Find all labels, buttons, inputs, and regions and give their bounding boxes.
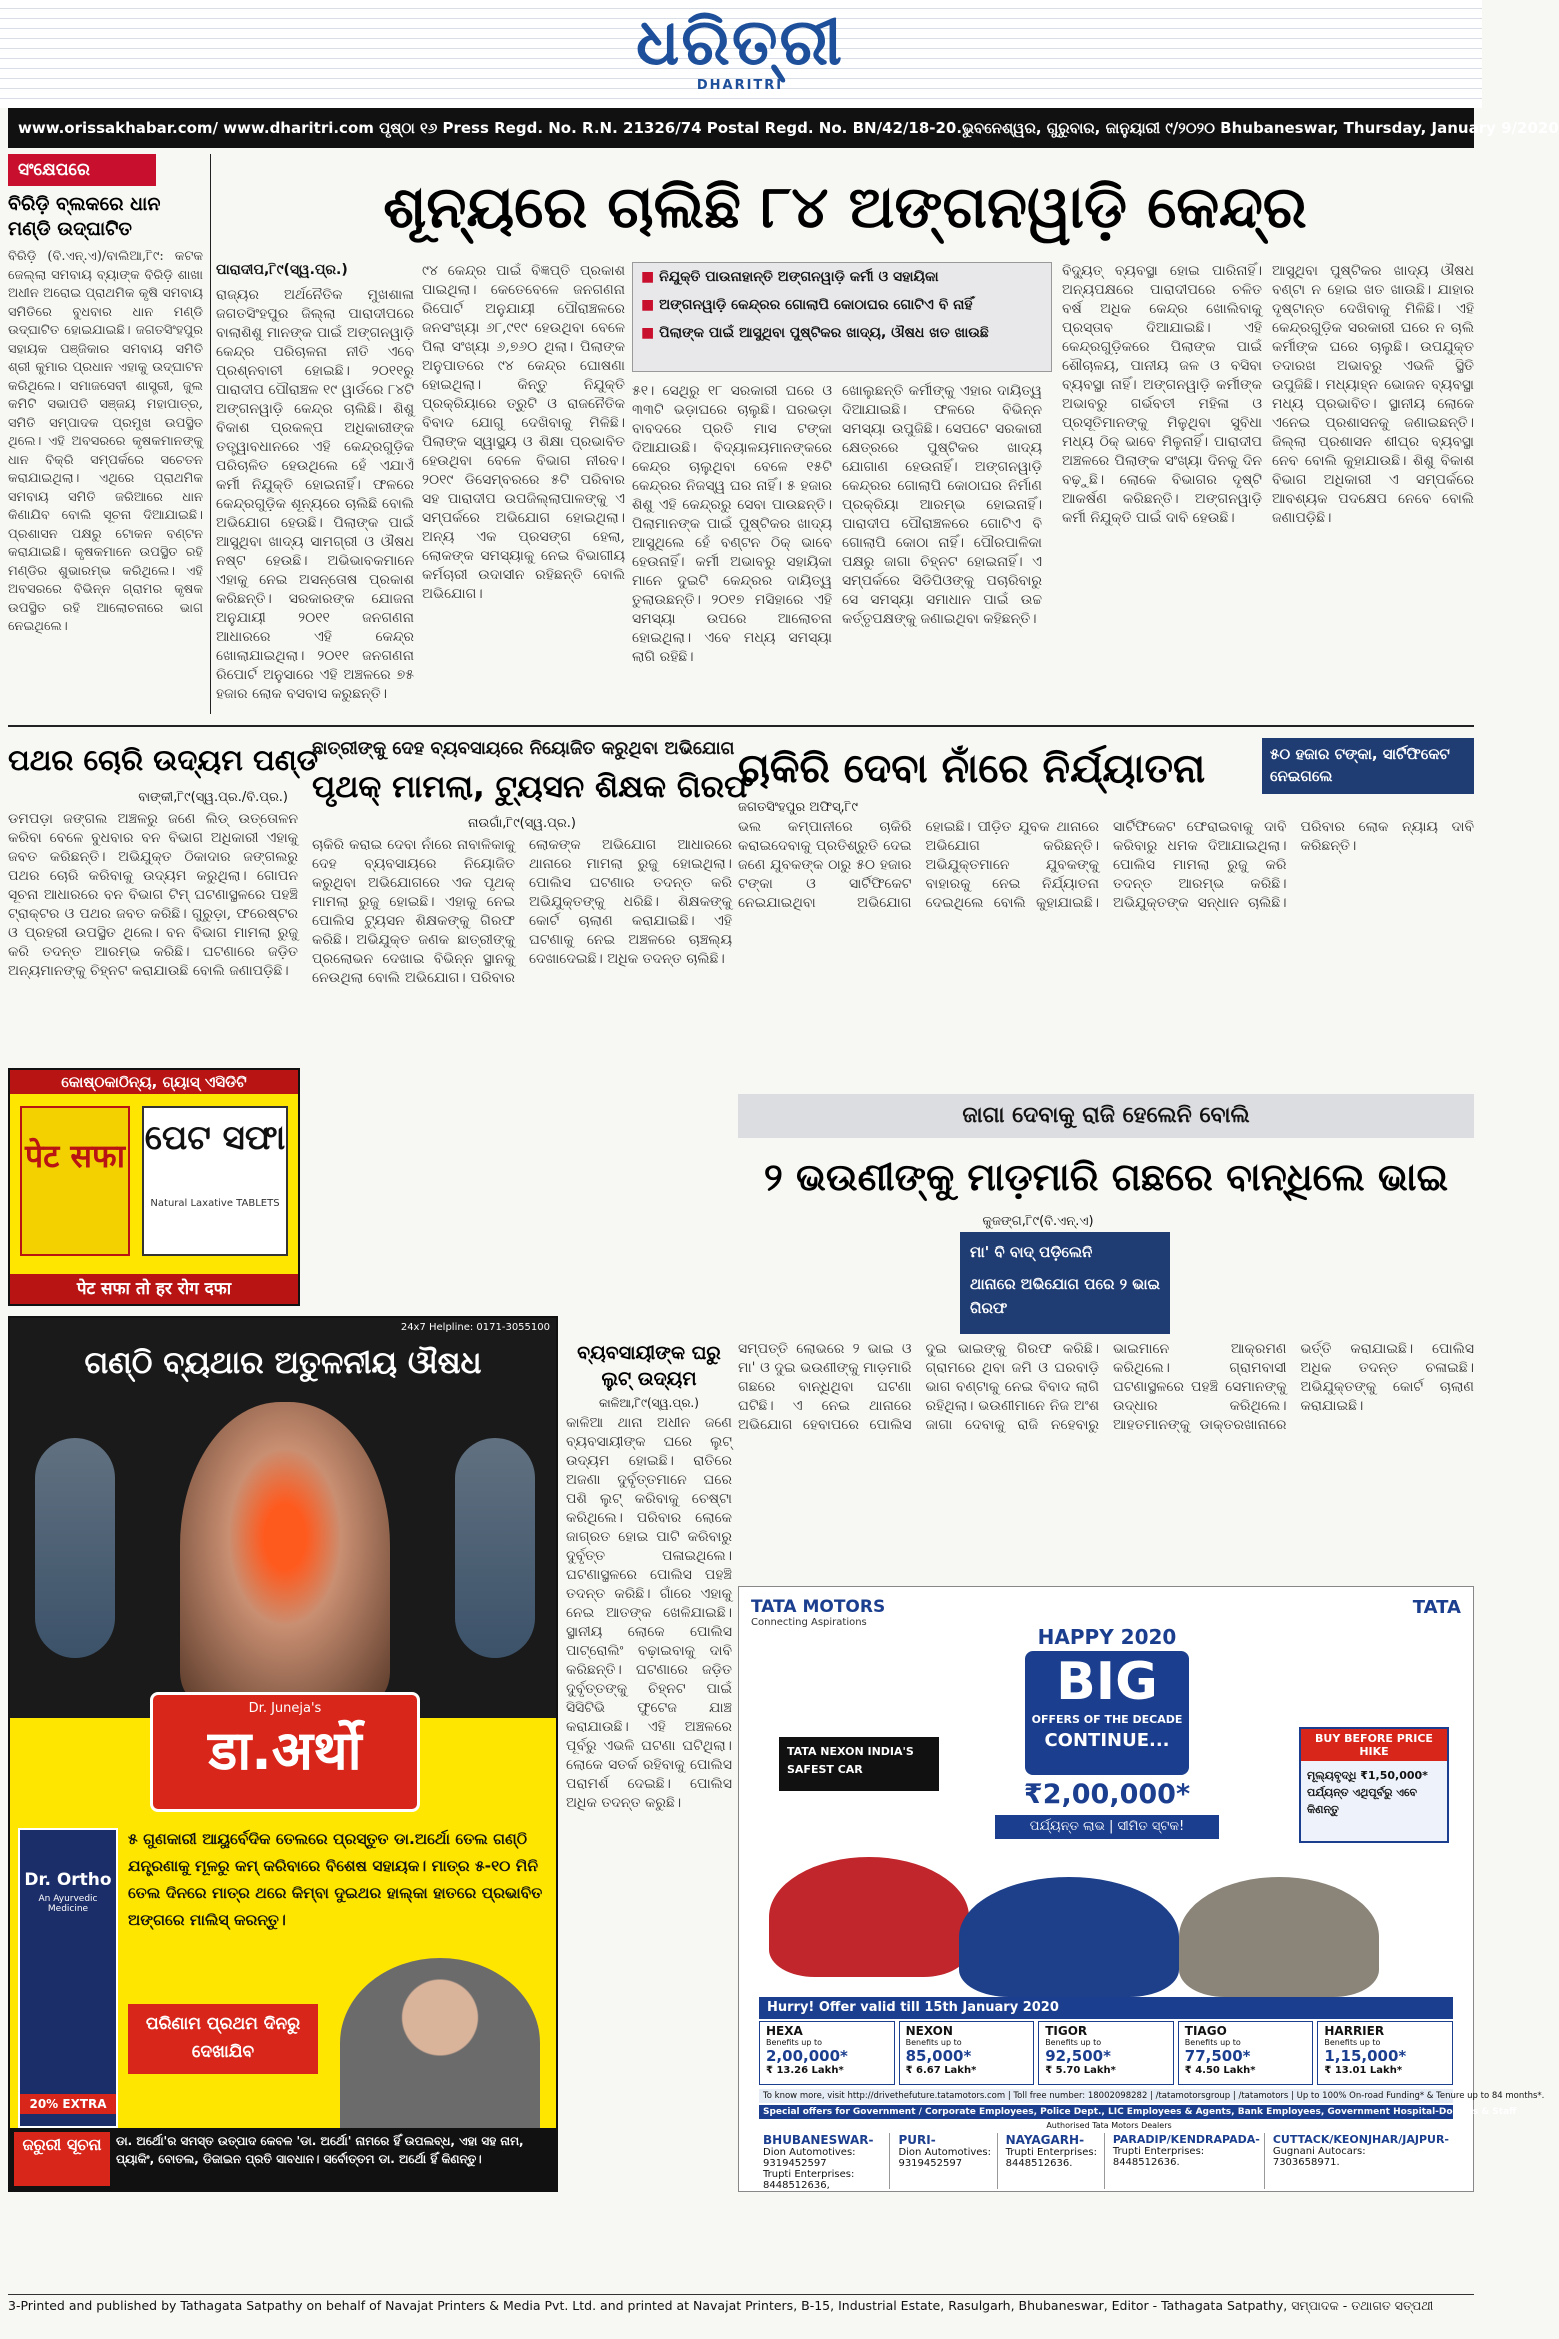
tata-amount-sub: ପର୍ଯ୍ୟନ୍ତ ଲାଭ | ସୀମିତ ସ୍ଟକ! [995, 1815, 1219, 1839]
car-nexon [769, 1857, 969, 1977]
price-hike-sub: ମୂଲ୍ୟବୃଦ୍ଧି ₹1,50,000* ପର୍ଯ୍ୟନ୍ତ ଏଥିପୂର୍ବରୁ ଏବେ କିଣନ୍ତୁ [1307, 1769, 1428, 1816]
tata-logo-right: TATA [1412, 1597, 1461, 1618]
tata-dealers [759, 2133, 1453, 2189]
page-footer: 3-Printed and published by Tathagata Satpathy on behalf of Navajat Printers & Media Pvt. Ltd. and printed at Navajat Printers, B-15, Industrial Estate, Rasulgarh, Bhubaneswar, Editor - Tathagata Satpathy, ସମ୍ପାଦକ - ତଥାଗତ ସତ୍ପଥୀ [8, 2294, 1474, 2316]
car-tigor [959, 1877, 1179, 1997]
logo-latin: DHARITRI [696, 78, 784, 93]
model-price: ₹ 5.70 Lakh* [1045, 2065, 1116, 2076]
stone-headline: ପଥର ଚୋରି ଉଦ୍ୟମ ପଣ୍ଡ [8, 743, 319, 777]
nexon-badge: TATA NEXON INDIA'S SAFEST CAR [779, 1737, 939, 1791]
job-headline: ଚାକିରି ଦେବା ନାଁରେ ନିର୍ଯ୍ୟାତନା [738, 746, 1206, 792]
sisters-dateline: କୁଜଙ୍ଗ,୮ି୯(ବି.ଏନ୍.ଏ) [982, 1214, 1094, 1229]
ortho-brand-by: Dr. Juneja's [248, 1701, 322, 1716]
lead-col-6: ଆସୁଥିବା ପୁଷ୍ଟିକର ଖାଦ୍ୟ ଔଷଧ ବଣ୍ଟା ନ ହୋଇ ଖତ ଖାଉଛି। ଯାହାର ଦୃଷ୍ଟାନ୍ତ ଦେଖିବାକୁ ମିଳିଛି। ଏହି କେନ୍ଦ୍ରଗୁଡ଼ିକ ସରକାରୀ ଘରେ ନ ଚାଲି କର୍ମୀଙ୍କ ଘରେ ଚାଲୁଛି। ଉପଯୁକ୍ତ ତଦାରଖ ଅଭାବରୁ ଏଭଳି ସ୍ଥିତି ଉପୁଜିଛି। ମଧ୍ୟାହ୍ନ ଭୋଜନ ବ୍ୟବସ୍ଥା ମଧ୍ୟ ପ୍ରଭାବିତ। ସ୍ଥାନୀୟ ଲୋକେ ଏନେଇ ପ୍ରଶାସନକୁ ଜଣାଇଛନ୍ତି। ଜିଲ୍ଲା ପ୍ରଶାସନ ଶୀଘ୍ର ବ୍ୟବସ୍ଥା ନେବ ବୋଲି କୁହାଯାଉଛି। ଶିଶୁ ବିକାଶ ବିଭାଗ ଅଧିକାରୀ ଏ ସମ୍ପର୍କରେ ଆବଶ୍ୟକ ପଦକ୍ଷେପ ନେବେ ବୋଲି ଜଣାପଡ଼ିଛି। [1272, 263, 1474, 526]
dealer-entry [1269, 2133, 1453, 2189]
ortho-notice-bar [10, 2128, 556, 2190]
dealer-entry [759, 2133, 890, 2189]
ortho-brand-box [150, 1692, 420, 1812]
dealer-city: PURI- [898, 2133, 936, 2147]
bullet-item: ■ ନିଯୁକ୍ତି ପାଉନାହାନ୍ତି ଅଙ୍ଗନୱାଡ଼ି କର୍ମୀ ଓ ସହାୟିକା [633, 263, 1051, 291]
dealer-city: BHUBANESWAR- [763, 2133, 874, 2147]
dealer-city: CUTTACK/KEONJHAR/JAJPUR- [1272, 2133, 1449, 2146]
petsafa-pack [20, 1106, 130, 1256]
petsafa-ad[interactable] [8, 1068, 300, 1306]
ortho-ad[interactable] [8, 1316, 558, 2192]
model-benefit: 85,000* [905, 2047, 972, 2065]
price-hike-title: BUY BEFORE PRICE HIKE [1301, 1729, 1447, 1761]
endorser-photo [340, 1958, 540, 2128]
model-price: ₹ 4.50 Lakh* [1184, 2065, 1256, 2076]
lead-col-3: ୫୧। ସେଥିରୁ ୧୮ ସରକାରୀ ଘରେ ଓ ୩୩ଟି ଭଡ଼ାଘରେ ଚାଲୁଛି। ଘରଭଡ଼ା ବାବଦରେ ପ୍ରତି ମାସ ଟଙ୍କା ଦିଆଯାଉଛି। ବିଦ୍ୟାଳୟମାନଙ୍କରେ କେନ୍ଦ୍ର ଚାଲୁଥିବା ବେଳେ ୧୫ଟି କେନ୍ଦ୍ରର ନିଜସ୍ୱ ଘର ନାହିଁ। ୫ ହଜାର ଶିଶୁ ଏହି କେନ୍ଦ୍ରରୁ ସେବା ପାଉଛନ୍ତି। ପିଲାମାନଙ୍କ ପାଇଁ ପୁଷ୍ଟିକର ଖାଦ୍ୟ ଆସୁଥିଲେ ହେଁ ବଣ୍ଟନ ଠିକ୍ ଭାବେ ହେଉନାହିଁ। କର୍ମୀ ଅଭାବରୁ ସହାୟିକା ମାନେ ଦୁଇଟି କେନ୍ଦ୍ରର ଦାୟିତ୍ୱ ତୁଲାଉଛନ୍ତି। ୨୦୧୭ ମସିହାରେ ଏହି ସମସ୍ୟା ଉପରେ ଆଲୋଚନା ହୋଇଥିଲା। ଏବେ ମଧ୍ୟ ସମସ୍ୟା ଲାଗି ରହିଛି। [632, 383, 832, 665]
price-hike-box [1299, 1727, 1449, 1843]
logo-text: ଧରିତ୍ରୀ [636, 5, 844, 80]
lead-col-1: ରାଜ୍ୟର ଅର୍ଥନୈତିକ ମୁଖଶାଳା ଜଗତସିଂହପୁର ଜିଲ୍ଲା ପାରାଦୀପରେ ବାଲାଶିଶୁ ମାନଙ୍କ ପାଇଁ ଅଙ୍ଗନୱାଡ଼ି କେନ୍ଦ୍ର ପରିଚାଳନା ନୀତି ଏବେ ପ୍ରଶ୍ନବାଚୀ ହୋଇଛି। ୨୦୧୧ରୁ ପାରାଦୀପ ପୌରାଞ୍ଚଳ ୧୯ ୱାର୍ଡରେ ୮୪ଟି ଅଙ୍ଗନୱାଡ଼ି କେନ୍ଦ୍ର ଚାଲିଛି। ଶିଶୁ ବିକାଶ ପ୍ରକଳ୍ପ ଅଧିକାରୀଙ୍କ ତତ୍ତ୍ୱାବଧାନରେ ଏହି କେନ୍ଦ୍ରଗୁଡ଼ିକ ପରିଚାଳିତ ହେଉଥିଲେ ହେଁ ଏଯାଏଁ କର୍ମୀ ନିଯୁକ୍ତି ହୋଇନାହିଁ। ଫଳରେ କେନ୍ଦ୍ରଗୁଡ଼ିକ ଶୂନ୍ୟରେ ଚାଲିଛି ବୋଲି ଅଭିଯୋଗ ହେଉଛି। ପିଲାଙ୍କ ପାଇଁ ଆସୁଥିବା ଖାଦ୍ୟ ସାମଗ୍ରୀ ଓ ଔଷଧ ନଷ୍ଟ ହେଉଛି। ଅଭିଭାବକମାନେ ଏହାକୁ ନେଇ ଅସନ୍ତୋଷ ପ୍ରକାଶ କରିଛନ୍ତି। ସରକାରଙ୍କ ଯୋଜନା ଅନୁଯାୟୀ ୨୦୧୧ ଜନଗଣନା ଆଧାରରେ ଏହି କେନ୍ଦ୍ର ଖୋଲାଯାଇଥିଲା। ୨୦୧୧ ଜନଗଣନା ରିପୋର୍ଟ ଅନୁସାରେ ଏହି ଅଞ୍ଚଳରେ ୭୫ ହଜାର ଲୋକ ବସବାସ କରୁଛନ୍ତି। [216, 287, 414, 702]
model-card[interactable] [1178, 2021, 1314, 2085]
masthead-logo[interactable] [590, 5, 890, 93]
model-benefit: 1,15,000* [1324, 2047, 1407, 2065]
ortho-body: ୫ ଗୁଣକାରୀ ଆୟୁର୍ବେଦିକ ତେଲରେ ପ୍ରସ୍ତୁତ ଡା.ଅର୍ଥୋ ତେଲ ଗଣ୍ଠି ଯନ୍ତ୍ରଣାକୁ ମୂଳରୁ କମ୍ କରିବାରେ ବିଶେଷ ସହାୟକ। ମାତ୍ର ୫-୧୦ ମିନି ତେଲ ଦିନରେ ମାତ୍ର ଥରେ କିମ୍ବା ଦୁଇଥର ହାଲ୍‌କା ହାତରେ ପ୍ରଭାବିତ ଅଙ୍ଗରେ ମାଲିସ୍ କରନ୍ତୁ। [128, 1830, 543, 1929]
model-price: ₹ 13.01 Lakh* [1324, 2065, 1403, 2076]
petsafa-box [142, 1106, 288, 1256]
model-benefit: 2,00,000* [766, 2047, 848, 2065]
ortho-result: ପରିଣାମ ପ୍ରଥମ ଦିନରୁ ଦେଖାଯିବ [128, 2004, 318, 2074]
ortho-bottle [18, 1828, 118, 2128]
back-pain-figure [180, 1402, 390, 1702]
lead-col-5: ବିଦ୍ୟୁତ୍ ବ୍ୟବସ୍ଥା ହୋଇ ପାରିନାହିଁ। ଅନ୍ୟପକ୍ଷରେ ପାରାଦୀପରେ ଚଳିତ ବର୍ଷ ଅଧିକ କେନ୍ଦ୍ର ଖୋଲିବାକୁ ପ୍ରସ୍ତାବ ଦିଆଯାଇଛି। ଏହି କେନ୍ଦ୍ରଗୁଡ଼ିକରେ ପିଲାଙ୍କ ପାଇଁ ଶୌଚାଳୟ, ପାନୀୟ ଜଳ ଓ ବସିବା ବ୍ୟବସ୍ଥା ନାହିଁ। ଅଙ୍ଗନୱାଡ଼ି କର୍ମୀଙ୍କ ଅଭାବରୁ ଗର୍ଭବତୀ ମହିଳା ଓ ପ୍ରସୂତିମାନଙ୍କୁ ମିଳୁଥିବା ସୁବିଧା ମଧ୍ୟ ଠିକ୍ ଭାବେ ମିଳୁନାହିଁ। ପାରାଦୀପ ଅଞ୍ଚଳରେ ପିଲାଙ୍କ ସଂଖ୍ୟା ଦିନକୁ ଦିନ ବଢ଼ୁଛି। ଲୋକେ ବିଭାଗର ଦୃଷ୍ଟି ଆକର୍ଷଣ କରିଛନ୍ତି। ଅଙ୍ଗନୱାଡ଼ି କର୍ମୀ ନିଯୁକ୍ତି ପାଇଁ ଦାବି ହେଉଛି। [1062, 263, 1262, 526]
tata-contact: To know more, visit http://drivethefuture.tatamotors.com | Toll free number: 18002098282 | /tatamotorsgroup | /tatamotors | Up to 100% On-road Funding* & Tenure up to 84 months*. [759, 2089, 1453, 2103]
ortho-title: ଗଣ୍ଠି ବ୍ୟଥାର ଅତୁଳନୀୟ ଔଷଧ [84, 1345, 482, 1381]
car-tiago [1179, 1877, 1379, 1997]
lead-col-2: ୯୪ କେନ୍ଦ୍ର ପାଇଁ ବିଜ୍ଞପ୍ତି ପ୍ରକାଶ ପାଇଥିଲା। କେତେବେଳେ ଜନଗଣନା ରିପୋର୍ଟ ଅନୁଯାୟୀ ପୌରାଞ୍ଚଳରେ ଜନସଂଖ୍ୟା ୬୮,୯୧୯ ହେଉଥିବା ବେଳେ ପିଲା ସଂଖ୍ୟା ୬,୭୬୦ ଥିଲା। ପିଲାଙ୍କ ଅନୁପାତରେ ୯୪ କେନ୍ଦ୍ର ଘୋଷଣା ହୋଇଥିଲା। କିନ୍ତୁ ନିଯୁକ୍ତି ପ୍ରକ୍ରିୟାରେ ତ୍ରୁଟି ଓ ରାଜନୈତିକ ବିବାଦ ଯୋଗୁ ଦେଖିବାକୁ ମିଳିଛି। ପିଲାଙ୍କ ସ୍ୱାସ୍ଥ୍ୟ ଓ ଶିକ୍ଷା ପ୍ରଭାବିତ ହେଉଥିବା ବେଳେ ବିଭାଗ ନୀରବ। ୨୦୧୯ ଡିସେମ୍ବରରେ ୫ଟି ପରିବାର ସହ ପାରାଦୀପ ଉପଜିଲ୍ଲାପାଳଙ୍କୁ ଏ ସମ୍ପର୍କରେ ଅଭିଯୋଗ ହୋଇଥିଲା। ଅନ୍ୟ ଏକ ପ୍ରସଙ୍ଗ ହେଲା, ଲୋକଙ୍କ ସମସ୍ୟାକୁ ନେଇ ବିଭାଗୀୟ କର୍ମଚାରୀ ଉଦାସୀନ ରହିଛନ୍ତି ବୋଲି ଅଭିଯୋଗ। [422, 263, 625, 602]
tata-special: Special offers for Government / Corporate Employees, Police Dept., LIC Employees & Agents, Bank Employees, Government Hospital-Doctors & Staff [759, 2105, 1453, 2119]
dealer-line: Gugnani Autocars: [1272, 2146, 1366, 2157]
joint-illustration [35, 1438, 115, 1658]
lead-headline: ଶୂନ୍ୟରେ ଚାଲିଛି ୮୪ ଅଙ୍ଗନୱାଡ଼ି କେନ୍ଦ୍ର [383, 173, 1307, 241]
model-price: ₹ 13.26 Lakh* [766, 2065, 844, 2076]
tata-continue: CONTINUE... [1044, 1730, 1170, 1751]
dealer-line: 8448512636. [1005, 2158, 1073, 2169]
sisters-headline: ୨ ଭଉଣୀଙ୍କୁ ମାଡ଼ମାରି ଗଛରେ ବାନ୍ଧିଲେ ଭାଇ [763, 1155, 1449, 1199]
job-dateline: ଜଗତସିଂହପୁର ଅଫିସ୍,୮ି୯ [738, 800, 858, 815]
dateline-bar [8, 108, 1559, 148]
dealer-entry [1002, 2133, 1105, 2189]
tata-hurry: Hurry! Offer valid till 15th January 2020 [759, 1997, 1453, 2019]
petsafa-pack-name: पेट सफा [24, 1137, 126, 1175]
petsafa-banner: କୋଷ୍ଠକାଠିନ୍ୟ, ଗ୍ୟାସ୍ ଏସିଡିଟି [10, 1070, 298, 1094]
dealer-entry [894, 2133, 997, 2189]
dealer-line: Trupti Enterprises: 8448512636, [763, 2169, 855, 2191]
petsafa-sub: Natural Laxative TABLETS [150, 1198, 280, 1209]
model-name: HEXA [766, 2024, 803, 2038]
date-info: ଭୁବନେଶ୍ୱର, ଗୁରୁବାର, ଜାନୁୟାରୀ ୯/୨୦୨୦ Bhubaneswar, Thursday, January 9/2020 [962, 119, 1559, 137]
sisters-bullet: ଥାନାରେ ଅଭିଯୋଗ ପରେ ୨ ଭାଇ ଗିରଫ [970, 1275, 1160, 1317]
model-benefit-label: Benefits up to [766, 2038, 823, 2047]
dealer-line: 9319452597 [898, 2158, 963, 2169]
robbery-body: କାଳିଆ ଥାନା ଅଧୀନ ଜଣେ ବ୍ୟବସାୟୀଙ୍କ ଘରେ ଲୁଟ୍ ଉଦ୍ୟମ ହୋଇଛି। ରାତିରେ ଅଜଣା ଦୁର୍ବୃତ୍ତମାନେ ଘରେ ପଶି ଲୁଟ୍ କରିବାକୁ ଚେଷ୍ଟା କରିଥିଲେ। ପରିବାର ଲୋକେ ଜାଗ୍ରତ ହୋଇ ପାଟି କରିବାରୁ ଦୁର୍ବୃତ୍ତ ପଳାଇଥିଲେ। ଘଟଣାସ୍ଥଳରେ ପୋଲିସ ପହଞ୍ଚି ତଦନ୍ତ କରିଛି। ଗାଁରେ ଏହାକୁ ନେଇ ଆତଙ୍କ ଖେଳିଯାଇଛି। ସ୍ଥାନୀୟ ଲୋକେ ପୋଲିସ ପାଟ୍ରୋଲିଂ ବଢ଼ାଇବାକୁ ଦାବି କରିଛନ୍ତି। ଘଟଣାରେ ଜଡ଼ିତ ଦୁର୍ବୃତ୍ତଙ୍କୁ ଚିହ୍ନଟ ପାଇଁ ସିସିଟିଭି ଫୁଟେଜ ଯାଞ୍ଚ କରାଯାଉଛି। ଏହି ଅଞ୍ଚଳରେ ପୂର୍ବରୁ ଏଭଳି ଘଟଣା ଘଟିଥିଲା। ଲୋକେ ସତର୍କ ରହିବାକୁ ପୋଲିସ ପରାମର୍ଶ ଦେଇଛି। ପୋଲିସ ଅଧିକ ତଦନ୍ତ କରୁଛି। [566, 1415, 732, 1811]
tata-offers: OFFERS OF THE DECADE [1031, 1713, 1183, 1726]
petsafa-product: ପେଟ ସଫା [144, 1118, 286, 1158]
publication-info: www.orissakhabar.com/ www.dharitri.com ପୃଷ୍ଠା ୧୬ Press Regd. No. R.N. 21326/74 Postal Regd. No. BN/42/18-20. [18, 119, 963, 137]
sisters-body: ସମ୍ପତ୍ତି ଲୋଭରେ ୨ ଭାଇ ଓ ମା' ଓ ଦୁଇ ଭଉଣୀଙ୍କୁ ମାଡ଼ମାରି ଗଛରେ ବାନ୍ଧିଥିବା ଘଟଣା ଘଟିଛି। ଏ ନେଇ ଥାନାରେ ଅଭିଯୋଗ ହେବାପରେ ପୋଲିସ ଦୁଇ ଭାଇଙ୍କୁ ଗିରଫ କରିଛି। ଗ୍ରାମରେ ଥିବା ଜମି ଓ ଘରବାଡ଼ି ଭାଗ ବଣ୍ଟାକୁ ନେଇ ବିବାଦ ଲାଗି ରହିଥିଲା। ଭଉଣୀମାନେ ନିଜ ଅଂଶ ଜାଗା ଦେବାକୁ ରାଜି ନହେବାରୁ ଭାଇମାନେ ଆକ୍ରମଣ କରିଥିଲେ। ଗ୍ରାମବାସୀ ଘଟଣାସ୍ଥଳରେ ପହଞ୍ଚି ସେମାନଙ୍କୁ ଉଦ୍ଧାର କରିଥିଲେ। ଆହତମାନଙ୍କୁ ଡାକ୍ତରଖାନାରେ ଭର୍ତ୍ତି କରାଯାଇଛି। ପୋଲିସ ଅଧିକ ତଦନ୍ତ ଚଳାଇଛି। ଅଭିଯୁକ୍ତଙ୍କୁ କୋର୍ଟ ଚାଲାଣ କରାଯାଇଛି। [738, 1341, 1474, 1433]
tuition-kicker: ଛାତ୍ରୀଙ୍କୁ ଦେହ ବ୍ୟବସାୟରେ ନିୟୋଜିତ କରୁଥିବା ଅଭିଯୋଗ [312, 738, 735, 759]
brief-title: ବିରିଡ଼ି ବ୍ଲକରେ ଧାନ ମଣ୍ଡି ଉଦ୍‌ଘାଟିତ [8, 193, 161, 240]
dealer-line: Dion Automotives: [898, 2147, 991, 2158]
tata-offer-box [1025, 1651, 1189, 1775]
model-card[interactable] [1038, 2021, 1174, 2085]
sisters-bullet: ମା' ବି ବାଦ୍ ପଡ଼ିଲେନି [970, 1243, 1093, 1261]
tata-happy: HAPPY 2020 [1037, 1625, 1177, 1649]
job-body: ଭଲ କମ୍ପାନୀରେ ଚାକିରି କରାଇଦେବାକୁ ପ୍ରତିଶ୍ରୁତି ଦେଇ ଜଣେ ଯୁବକଙ୍କ ଠାରୁ ୫୦ ହଜାର ଟଙ୍କା ଓ ସାର୍ଟିଫିକେଟ ନେଇଯାଇଥିବା ଅଭିଯୋଗ ହୋଇଛି। ପୀଡ଼ିତ ଯୁବକ ଥାନାରେ ଅଭିଯୋଗ କରିଛନ୍ତି। ଅଭିଯୁକ୍ତମାନେ ଯୁବକଙ୍କୁ ବାହାରକୁ ନେଇ ନିର୍ଯ୍ୟାତନା ଦେଇଥିଲେ ବୋଲି କୁହାଯାଇଛି। ସାର୍ଟିଫିକେଟ ଫେରାଇବାକୁ ଦାବି କରିବାରୁ ଧମକ ଦିଆଯାଇଥିଲା। ପୋଲିସ ମାମଲା ରୁଜୁ କରି ତଦନ୍ତ ଆରମ୍ଭ କରିଛି। ଅଭିଯୁକ୍ତଙ୍କ ସନ୍ଧାନ ଚାଲିଛି। ପରିବାର ଲୋକ ନ୍ୟାୟ ଦାବି କରିଛନ୍ତି। [738, 819, 1474, 911]
bullet-item: ■ ଅଙ୍ଗନୱାଡ଼ି କେନ୍ଦ୍ରର ଗୋଲାପି କୋଠାଘର ଗୋଟିଏ ବି ନାହିଁ [633, 291, 1051, 319]
job-tag: ୫୦ ହଜାର ଟଙ୍କା, ସାର୍ଟିଫିକେଟ ନେଇଗଲେ [1262, 738, 1474, 794]
model-benefit-label: Benefits up to [905, 2038, 962, 2047]
dealer-line: 7303658971. [1272, 2157, 1340, 2168]
dealer-line: 8448512636. [1112, 2157, 1180, 2168]
robbery-dateline: କାଳିଆ,୮ି୯(ସ୍ୱ.ପ୍ର.) [599, 1396, 699, 1410]
ortho-extra: 20% EXTRA [20, 2094, 116, 2114]
tata-tagline: Connecting Aspirations [751, 1617, 867, 1628]
model-benefit-label: Benefits up to [1184, 2038, 1241, 2047]
model-name: TIGOR [1045, 2024, 1088, 2038]
dealer-city: NAYAGARH- [1005, 2133, 1085, 2147]
bullet-item: ■ ପିଲାଙ୍କ ପାଇଁ ଆସୁଥିବା ପୁଷ୍ଟିକର ଖାଦ୍ୟ, ଔଷଧ ଖତ ଖାଉଛି [633, 319, 1051, 347]
column-divider [210, 154, 211, 714]
stone-body: ଡମପଡ଼ା ଜଙ୍ଗଲ ଅଞ୍ଚଳରୁ ଜଣେ ଲିଡ୍ ଉତ୍ତୋଳନ କରିବା ବେଳେ ବୁଧବାର ବନ ବିଭାଗ ଅଧିକାରୀ ଏହାକୁ ଜବତ କରିଛନ୍ତି। ଅଭିଯୁକ୍ତ ଠିକାଦାର ଜଙ୍ଗଲରୁ ପଥର ଚୋରି କରିବାକୁ ଉଦ୍ୟମ କରୁଥିଲା। ଗୋପନ ସୂଚନା ଆଧାରରେ ବନ ବିଭାଗ ଟିମ୍ ଘଟଣାସ୍ଥଳରେ ପହଞ୍ଚି ଟ୍ରାକ୍ଟର ଓ ପଥର ଜବତ କରିଛି। ଗୁରୁଡ଼ା, ଫରେଷ୍ଟର ଓ ପ୍ରହରୀ ଉପସ୍ଥିତ ଥିଲେ। ବନ ବିଭାଗ ମାମଲା ରୁଜୁ କରି ତଦନ୍ତ ଆରମ୍ଭ କରିଛି। ଘଟଣାରେ ଜଡ଼ିତ ଅନ୍ୟମାନଙ୍କୁ ଚିହ୍ନଟ କରାଯାଉଛି ବୋଲି ଜଣାପଡ଼ିଛି। [8, 811, 298, 979]
brief-body: ବିରିଡ଼ି (ବି.ଏନ୍.ଏ)/ବାଲିଆ,୮ି୯: କଟକ ଜେଲ୍ଲା ସମବାୟ ବ୍ୟାଙ୍କ ବିରିଡ଼ି ଶାଖା ଅଧୀନ ଅରୋଇ ପ୍ରାଥମିକ କୃଷି ସମବାୟ ସମିତିରେ ବୁଧବାର ଧାନ ମଣ୍ଡି ଉଦ୍‌ଘାଟିତ ହୋଇଯାଇଛି। ଜଗତସିଂହପୁର ସହାୟକ ପଞ୍ଜିକାର ସମବାୟ ସମିତି ଶ୍ରୀ କୁମାର ପ୍ରଧାନ ଏହାକୁ ଉଦ୍‌ଘାଟନ କରିଥିଲେ। ସମାଜସେବୀ ଶାସ୍ତ୍ରୀ, ଜୁଲ କମିଟି ସଭାପତି ସଞ୍ଜୟ ମହାପାତ୍ର, ସମିତି ସମ୍ପାଦକ ପ୍ରମୁଖ ଉପସ୍ଥିତ ଥିଲେ। ଏହି ଅବସରରେ କୃଷକମାନଙ୍କୁ ଧାନ ବିକ୍ରି ସମ୍ପର୍କରେ ସଚେତନ କରାଯାଇଥିଲା। ଏଥିରେ ପ୍ରାଥମିକ ସମବାୟ ସମିତି ଜରିଆରେ ଧାନ କିଣାଯିବ ବୋଲି ସୂଚନା ଦିଆଯାଇଛି। ପ୍ରଶାସନ ପକ୍ଷରୁ ଟୋକନ ବଣ୍ଟନ କରାଯାଇଛି। କୃଷକମାନେ ଉପସ୍ଥିତ ରହି ମଣ୍ଡିର ଶୁଭାରମ୍ଭ କରିଥିଲେ। ଏହି ଅବସରରେ ବିଭିନ୍ନ ଗ୍ରାମର କୃଷକ ଉପସ୍ଥିତ ରହି ଆଲୋଚନାରେ ଭାଗ ନେଇଥିଲେ। [8, 249, 203, 634]
sisters-kicker: ଜାଗା ଦେବାକୁ ରାଜି ହେଲେନି ବୋଲି [738, 1094, 1474, 1138]
model-name: HARRIER [1324, 2024, 1385, 2038]
ortho-product: Dr. Ortho [24, 1870, 112, 1890]
tuition-dateline: ନାଉଗାଁ,୮ି୯(ସ୍ୱ.ପ୍ର.) [468, 816, 576, 831]
model-card[interactable] [899, 2021, 1035, 2085]
model-price: ₹ 6.67 Lakh* [905, 2065, 977, 2076]
dealer-city: PARADIP/KENDRAPADA- [1112, 2133, 1260, 2146]
model-name: NEXON [905, 2024, 953, 2038]
ortho-helpline: 24x7 Helpline: 0171-3055100 [400, 1322, 550, 1333]
tata-big: BIG [1056, 1652, 1158, 1712]
model-benefit-label: Benefits up to [1324, 2038, 1381, 2047]
dealer-line: Trupti Enterprises: [1112, 2146, 1205, 2157]
tata-models [759, 2021, 1453, 2085]
sisters-bullets [960, 1232, 1170, 1334]
lead-dateline: ପାରାଦୀପ,୮ି୯(ସ୍ୱ.ପ୍ର.) [216, 262, 348, 278]
dealer-line: Trupti Enterprises: [1005, 2147, 1097, 2158]
model-benefit: 77,500* [1184, 2047, 1251, 2065]
tata-dealers-label: Authorised Tata Motors Dealers [1046, 2121, 1172, 2130]
tuition-headline: ପୃଥକ୍ ମାମଲା, ଟ୍ୟୁସନ ଶିକ୍ଷକ ଗିରଫ [312, 769, 754, 805]
robbery-headline: ବ୍ୟବସାୟୀଙ୍କ ଘରୁ ଲୁଟ୍ ଉଦ୍ୟମ [577, 1342, 721, 1390]
joint-illustration [455, 1438, 535, 1658]
model-benefit-label: Benefits up to [1045, 2038, 1102, 2047]
ortho-notice-tag: ଜରୁରୀ ସୂଚନା [14, 2132, 110, 2186]
model-name: TIAGO [1184, 2024, 1227, 2038]
tata-ad[interactable] [738, 1586, 1545, 2192]
model-card[interactable] [759, 2021, 895, 2085]
brief-tag: ସଂକ୍ଷେପରେ [8, 154, 156, 186]
lead-bullets [632, 262, 1052, 372]
lead-col-4: ଖୋଲୁଛନ୍ତି କର୍ମୀଙ୍କୁ ଏହାର ଦାୟିତ୍ୱ ଦିଆଯାଇଛି। ଫଳରେ ବିଭିନ୍ନ ସମସ୍ୟା ଉପୁଜିଛି। ସେପଟେ ସରକାରୀ କ୍ଷେତ୍ରରେ ପୁଷ୍ଟିକର ଖାଦ୍ୟ ଯୋଗାଣ ହେଉନାହିଁ। ଅଙ୍ଗନୱାଡ଼ି କେନ୍ଦ୍ରର ଗୋଲାପି କୋଠାଘର ନିର୍ମାଣ ପ୍ରକ୍ରିୟା ଆରମ୍ଭ ହୋଇନାହିଁ। ପାରାଦୀପ ପୌରାଞ୍ଚଳରେ ଗୋଟିଏ ବି ଗୋଲାପି କୋଠା ନାହିଁ। ପୌରପାଳିକା ପକ୍ଷରୁ ଜାଗା ଚିହ୍ନଟ ହୋଇନାହିଁ। ଏ ସମ୍ପର୍କରେ ସିଡିପିଓଙ୍କୁ ପଚାରିବାରୁ ସେ ସମସ୍ୟା ସମାଧାନ ପାଇଁ ଉଚ୍ଚ କର୍ତ୍ତୃପକ୍ଷଙ୍କୁ ଜଣାଇଥିବା କହିଛନ୍ତି। [842, 383, 1042, 627]
stone-dateline: ବାଙ୍କୀ,୮ି୯(ସ୍ୱ.ପ୍ର./ବି.ପ୍ର.) [138, 790, 288, 805]
tata-brand: TATA MOTORS [751, 1597, 886, 1617]
model-benefit: 92,500* [1045, 2047, 1111, 2065]
ortho-notice: ଡା. ଅର୍ଥୋ'ର ସମସ୍ତ ଉତ୍ପାଦ କେବଳ 'ଡା. ଅର୍ଥୋ' ନାମରେ ହିଁ ଉପଲବ୍ଧ, ଏହା ସହ ନାମ, ପ୍ୟାକିଂ, ବୋତଲ, ଡିଜାଇନ ପ୍ରତି ସାବଧାନ। ସର୍ବୋତ୍ତମ ଡା. ଅର୍ଥୋ ହିଁ କିଣନ୍ତୁ। [116, 2134, 524, 2166]
tata-amount: ₹2,00,000* [1023, 1779, 1191, 1810]
section-rule [8, 725, 1474, 727]
dealer-line: Dion Automotives: 9319452597 [763, 2147, 856, 2169]
dealer-entry [1109, 2133, 1265, 2189]
ortho-brand: डा.अर्थो [208, 1719, 362, 1782]
petsafa-slogan: पेट सफा तो हर रोग दफा [10, 1274, 298, 1304]
tuition-body: ଚାକିରି କରାଇ ଦେବା ନାଁରେ ନାବାଳିକାକୁ ଦେହ ବ୍ୟବସାୟରେ ନିୟୋଜିତ କରୁଥିବା ଅଭିଯୋଗରେ ଏକ ପୃଥକ୍ ମାମଲା ରୁଜୁ ହୋଇଛି। ଏହାକୁ ନେଇ ପୋଲିସ ଟ୍ୟୁସନ ଶିକ୍ଷକଙ୍କୁ ଗିରଫ କରିଛି। ଅଭିଯୁକ୍ତ ଜଣକ ଛାତ୍ରୀଙ୍କୁ ପ୍ରଲୋଭନ ଦେଖାଇ ବିଭିନ୍ନ ସ୍ଥାନକୁ ନେଉଥିଲା ବୋଲି ଅଭିଯୋଗ। ପରିବାର ଲୋକଙ୍କ ଅଭିଯୋଗ ଆଧାରରେ ଥାନାରେ ମାମଲା ରୁଜୁ ହୋଇଥିଲା। ପୋଲିସ ଘଟଣାର ତଦନ୍ତ କରି ଅଭିଯୁକ୍ତଙ୍କୁ ଧରିଛି। ଶିକ୍ଷକଙ୍କୁ କୋର୍ଟ ଚାଲାଣ କରାଯାଇଛି। ଏହି ଘଟଣାକୁ ନେଇ ଅଞ୍ଚଳରେ ଚାଞ୍ଚଲ୍ୟ ଦେଖାଦେଇଛି। ଅଧିକ ତଦନ୍ତ ଚାଲିଛି। [312, 837, 732, 986]
model-card[interactable] [1317, 2021, 1453, 2085]
ortho-product-sub: An Ayurvedic Medicine [38, 1894, 98, 1914]
